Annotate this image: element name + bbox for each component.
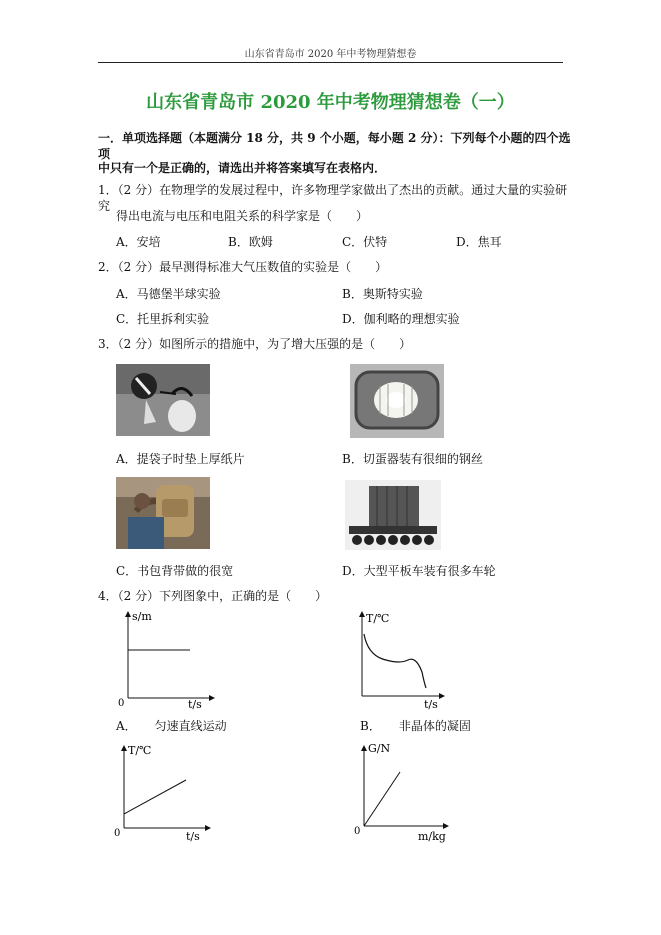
q3-option-d: D．大型平板车装有很多车轮 bbox=[342, 564, 496, 578]
x-axis-label: t/s bbox=[186, 830, 200, 843]
q2-option-d: D．伽利略的理想实验 bbox=[342, 312, 460, 326]
q3-option-c: C．书包背带做的很宽 bbox=[116, 564, 234, 578]
q2-option-c: C．托里拆利实验 bbox=[116, 312, 210, 326]
q2-option-b: B．奥斯特实验 bbox=[342, 287, 423, 301]
y-axis-label: T/℃ bbox=[366, 612, 390, 625]
origin-label: 0 bbox=[118, 698, 125, 709]
question-1-line2: 得出电流与电压和电阻关系的科学家是（ ） bbox=[116, 209, 369, 223]
graph-line bbox=[124, 780, 186, 814]
graph-d-gravity-mass bbox=[350, 740, 460, 844]
x-axis-label: m/kg bbox=[418, 830, 446, 843]
x-axis-label: t/s bbox=[424, 698, 438, 710]
q4-option-b: B． 非晶体的凝固 bbox=[360, 719, 471, 733]
graph-line bbox=[364, 772, 400, 826]
x-axis-label: t/s bbox=[188, 698, 202, 710]
q1-option-a: A．安培 bbox=[116, 235, 161, 249]
backpack-photo bbox=[116, 477, 210, 549]
egg-slicer-photo bbox=[350, 364, 444, 438]
running-header: 山东省青岛市 2020 年中考物理猜想卷 bbox=[244, 49, 417, 60]
exam-title: 山东省青岛市 2020 年中考物理猜想卷（一） bbox=[146, 92, 515, 113]
section-instructions-line2: 中只有一个是正确的，请选出并将答案填写在表格内． bbox=[98, 161, 387, 175]
q1-option-c: C．伏特 bbox=[342, 235, 388, 249]
q1-option-b: B．欧姆 bbox=[228, 235, 273, 249]
graph-c-temperature bbox=[110, 740, 220, 844]
q4-option-a: A． 匀速直线运动 bbox=[116, 719, 227, 733]
origin-label: 0 bbox=[354, 826, 361, 837]
flatbed-truck-photo bbox=[345, 480, 441, 550]
q3-option-b: B．切蛋器装有很细的钢丝 bbox=[342, 452, 483, 466]
bag-handle-photo bbox=[116, 364, 210, 436]
y-axis-label: G/N bbox=[368, 742, 391, 755]
q1-option-d: D．焦耳 bbox=[456, 235, 502, 249]
graph-curve bbox=[364, 634, 426, 688]
question-3-stem: 3．（2 分）如图所示的措施中，为了增大压强的是（ ） bbox=[98, 337, 412, 351]
question-1-line1: 1．（2 分）在物理学的发展过程中，许多物理学家做出了杰出的贡献。通过大量的实验研究 bbox=[98, 183, 568, 213]
graph-b-amorphous-solidification bbox=[350, 606, 460, 710]
q2-option-a: A．马德堡半球实验 bbox=[116, 287, 221, 301]
graph-a-uniform-motion bbox=[110, 606, 220, 710]
question-2-stem: 2．（2 分）最早测得标准大气压数值的实验是（ ） bbox=[98, 260, 388, 274]
y-axis-label: T/℃ bbox=[128, 744, 152, 757]
y-axis-label: s/m bbox=[132, 610, 152, 623]
header-rule bbox=[98, 62, 563, 63]
q3-option-a: A．提袋子时垫上厚纸片 bbox=[116, 452, 245, 466]
section-instructions-line1: 一．单项选择题（本题满分 18 分，共 9 个小题，每小题 2 分）：下列每个小题的四个选项 bbox=[98, 131, 571, 161]
origin-label: 0 bbox=[114, 828, 121, 839]
question-4-stem: 4．（2 分）下列图象中，正确的是（ ） bbox=[98, 589, 328, 603]
